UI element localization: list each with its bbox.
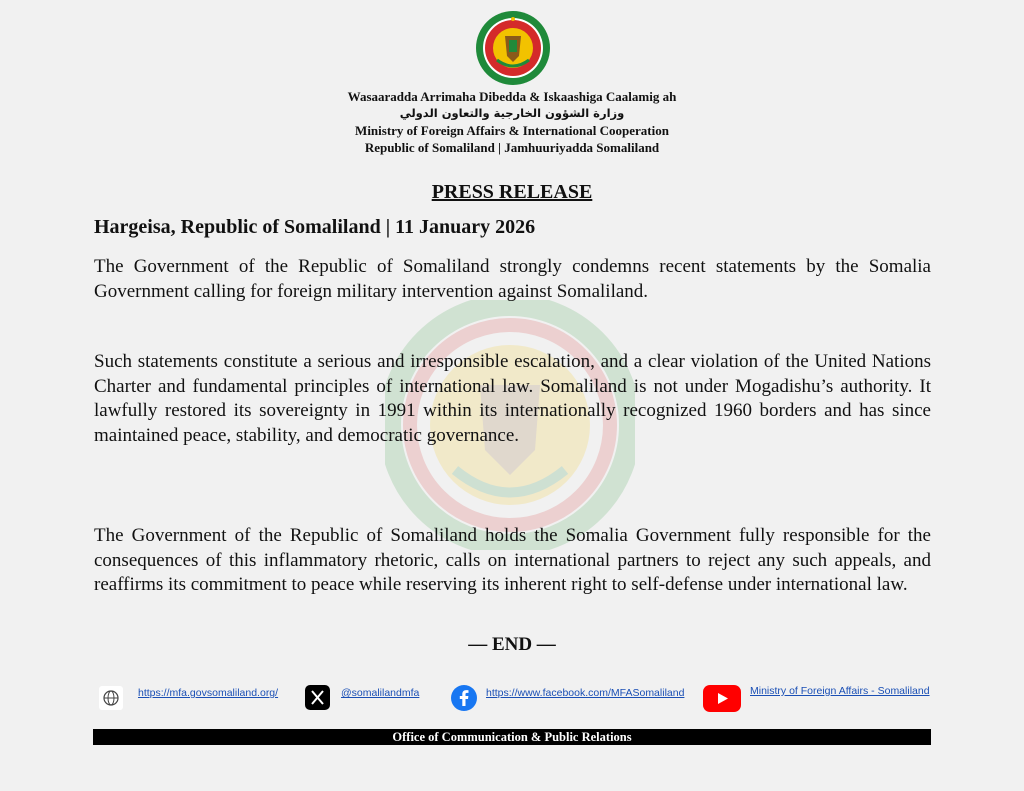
document-title: PRESS RELEASE bbox=[431, 181, 593, 203]
dateline: Hargeisa, Republic of Somaliland | 11 January 2026 bbox=[94, 216, 536, 238]
footer-bar: Office of Communication & Public Relations bbox=[93, 729, 931, 745]
ministry-name-somali: Wasaaradda Arrimaha Dibedda & Iskaashiga Caalamig ah bbox=[347, 89, 677, 104]
end-mark: — END — bbox=[468, 634, 556, 655]
paragraph-1: The Government of the Republic of Somaliland strongly condemns recent statements by the Somalia Government calling for foreign military intervention against Somaliland. bbox=[94, 256, 931, 302]
youtube-link[interactable]: Ministry of Foreign Affairs - Somaliland bbox=[750, 685, 930, 697]
ministry-name-arabic: وزارة الشؤون الخارجية والتعاون الدولي bbox=[399, 106, 625, 120]
social-links bbox=[0, 680, 1024, 720]
facebook-icon[interactable] bbox=[451, 685, 477, 711]
youtube-icon[interactable] bbox=[703, 685, 741, 712]
x-logo-icon[interactable] bbox=[305, 685, 330, 710]
website-link[interactable]: https://mfa.govsomaliland.org/ bbox=[138, 687, 279, 699]
ministry-name-english: Ministry of Foreign Affairs & International Cooperation bbox=[355, 123, 669, 138]
facebook-link[interactable]: https://www.facebook.com/MFASomaliland bbox=[486, 687, 685, 699]
globe-icon[interactable] bbox=[99, 686, 123, 710]
x-account-link[interactable]: @somalilandmfa bbox=[341, 687, 420, 699]
paragraph-3: The Government of the Republic of Somaliland holds the Somalia Government fully responsible for the consequences of this inflammatory rhetoric, calls on international partners to reject any such appeals, and reaffirms its commitment to peace while reserving its inherent right to self-defense under international law. bbox=[94, 525, 931, 595]
paragraph-2: Such statements constitute a serious and irresponsible escalation, and a clear violation of the United Nations Charter and fundamental principles of international law. Somaliland is not under Mogadishu’s authority. It lawfully restored its sovereignty in 1991 within its internationally recognized 1960 borders and has since maintained peace, stability, and democratic governance. bbox=[94, 351, 931, 446]
ministry-seal-logo bbox=[475, 10, 551, 86]
republic-name: Republic of Somaliland | Jamhuuriyadda Somaliland bbox=[364, 140, 660, 155]
